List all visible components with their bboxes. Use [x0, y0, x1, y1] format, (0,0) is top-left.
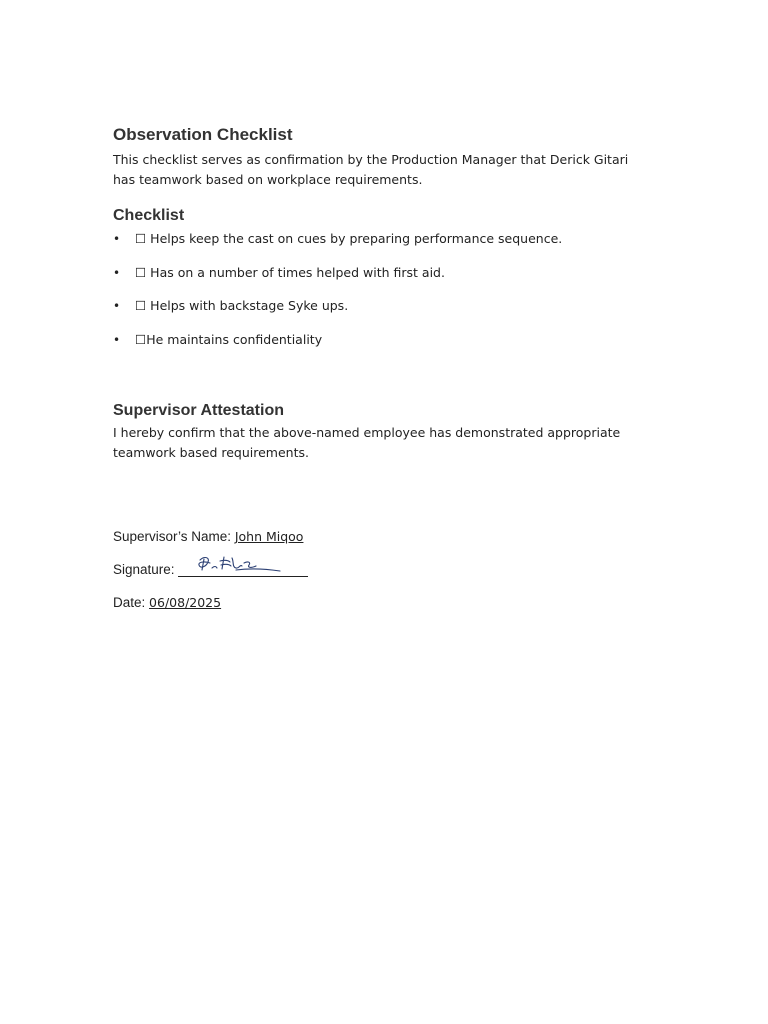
signature-block: [113, 527, 653, 626]
bullet-icon: •: [113, 299, 121, 314]
checklist-item-text: ☐ Helps keep the cast on cues by preparing performance sequence.: [135, 231, 563, 246]
supervisor-name-row: [113, 527, 653, 560]
signature-row: [113, 560, 653, 593]
bullet-icon: •: [113, 232, 121, 246]
supervisor-name-value: John Miqoo: [234, 529, 304, 545]
supervisor-name-label: Supervisor’s Name:: [113, 529, 232, 545]
date-value: 06/08/2025: [149, 595, 222, 611]
checklist-item-text: ☐ Helps with backstage Syke ups.: [135, 298, 349, 314]
checklist: [113, 229, 653, 363]
intro-paragraph: This checklist serves as confirmation by the Production Manager that Derick Gitari has teamwork based on workplace requirements.: [113, 152, 629, 187]
checklist-item-text: ☐He maintains confidentiality: [135, 331, 323, 347]
checklist-heading: Checklist: [113, 207, 185, 224]
checklist-item-text: ☐ Has on a number of times helped with first aid.: [135, 264, 445, 280]
signature-label: Signature:: [113, 562, 175, 578]
attestation-paragraph: I hereby confirm that the above-named employee has demonstrated appropriate teamwork based requirements.: [113, 425, 621, 461]
attestation-heading: Supervisor Attestation: [113, 402, 284, 420]
document-title: Observation Checklist: [113, 125, 293, 144]
checklist-item: [113, 229, 653, 263]
checklist-item: [113, 330, 653, 364]
date-row: [113, 593, 653, 626]
bullet-icon: •: [113, 265, 121, 280]
document-page: [113, 124, 653, 626]
checklist-item: [113, 296, 653, 330]
signature-line: [178, 560, 308, 577]
date-label: Date:: [113, 595, 146, 611]
checklist-item: [113, 263, 653, 297]
handwritten-signature-icon: [196, 554, 286, 576]
bullet-icon: •: [113, 332, 121, 347]
